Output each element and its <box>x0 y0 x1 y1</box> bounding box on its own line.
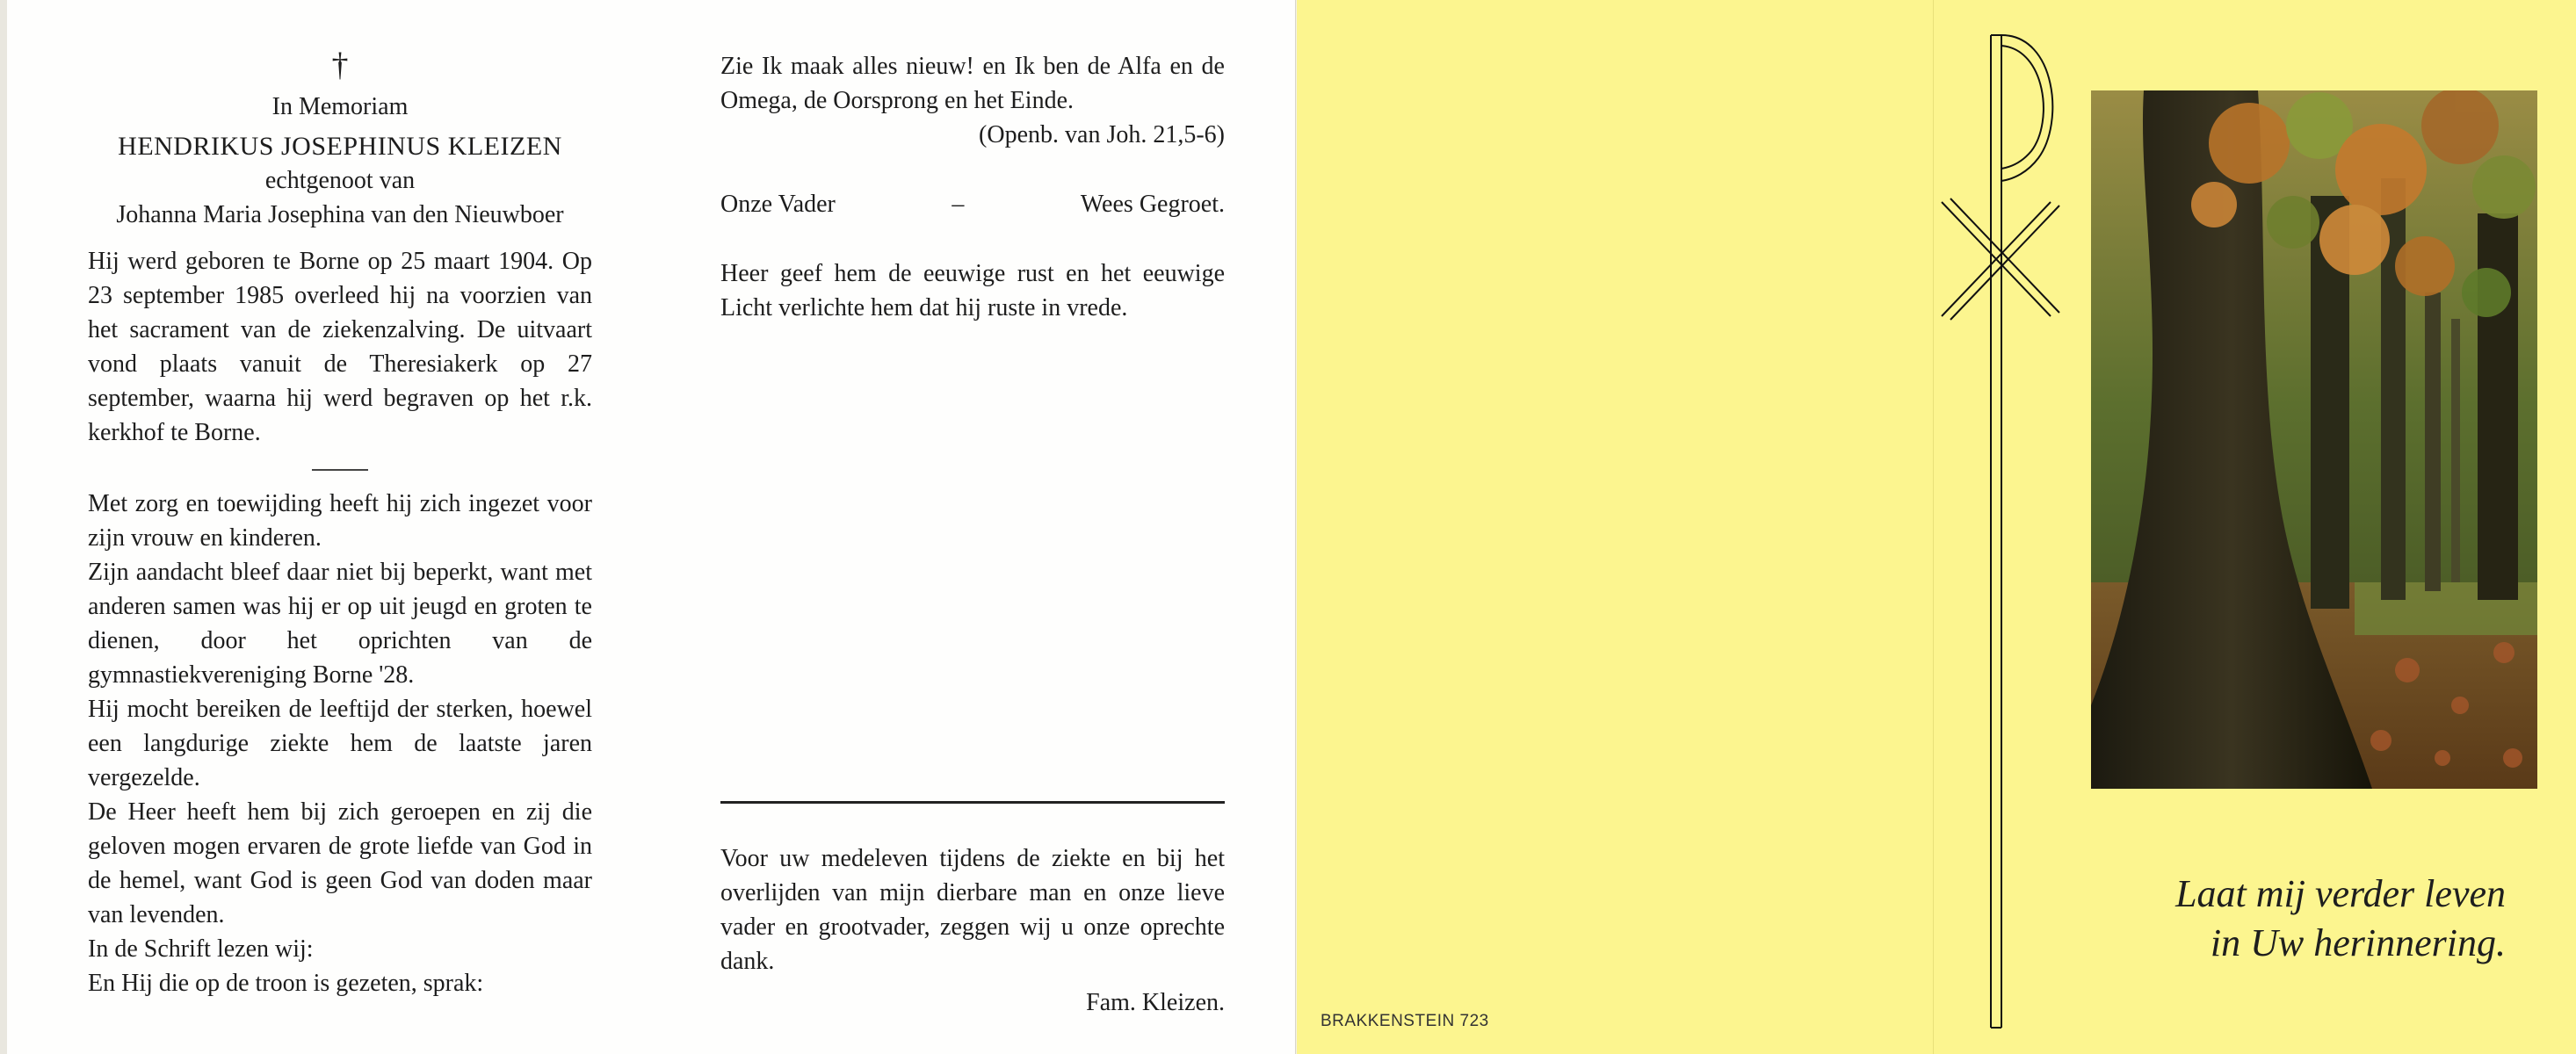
prayer-hail-mary: Wees Gegroet. <box>1080 191 1225 218</box>
prayer-separator: – <box>952 191 965 218</box>
forest-tree-photo <box>2091 90 2537 789</box>
long-divider <box>720 801 1225 804</box>
paragraph-gymnastics: Zijn aandacht bleef daar niet bij beperkt, want met anderen samen was hij er op uit jeugd en groten te dienen, door het oprichten van de gymnastiekvereniging Borne '28. <box>88 559 592 689</box>
paragraph-faith: De Heer heeft hem bij zich geroepen en zij die geloven mogen ervaren de grote liefde van God in de hemel, want God is geen God van doden maar van levenden. <box>88 798 592 928</box>
scripture-quote: Zie Ik maak alles nieuw! en Ik ben de Alfa en de Omega, de Oorsprong en het Einde. <box>720 53 1225 114</box>
deceased-name: HENDRIKUS JOSEPHINUS KLEIZEN <box>118 132 562 161</box>
eternal-rest-prayer: Heer geef hem de eeuwige rust en het eeuwige Licht verlichte hem dat hij ruste in vrede. <box>720 260 1225 321</box>
printer-mark: BRAKKENSTEIN 723 <box>1321 1012 1489 1030</box>
short-divider <box>312 469 368 471</box>
cross-icon: † <box>331 47 349 83</box>
verse-line-2: in Uw herinnering. <box>2210 921 2506 964</box>
in-memoriam-heading: In Memoriam <box>271 93 409 120</box>
cover-verse <box>2056 870 2506 968</box>
verse-line-1: Laat mij verder leven <box>2175 872 2506 915</box>
spouse-name: Johanna Maria Josephina van den Nieuwboer <box>116 201 564 228</box>
memorial-text-right <box>720 49 1225 325</box>
back-cover <box>1297 0 1933 1054</box>
paragraph-throne: En Hij die op de troon is gezeten, sprak: <box>88 970 484 997</box>
biography: Hij werd geboren te Borne op 25 maart 1904. Op 23 september 1985 overleed hij na voorzien van het sacrament van de ziekenzalving. De uitvaart vond plaats vanuit de Theresiakerk op 27 september, waarna hij werd begraven op het r.k. kerkhof te Borne. <box>88 248 592 446</box>
family-signature: Fam. Kleizen. <box>1086 989 1225 1016</box>
prayer-our-father: Onze Vader <box>720 191 836 218</box>
scripture-reference: (Openb. van Joh. 21,5-6) <box>979 121 1225 148</box>
paragraph-scripture: In de Schrift lezen wij: <box>88 935 314 963</box>
paragraph-care: Met zorg en toewijding heeft hij zich ingezet voor zijn vrouw en kinderen. <box>88 490 592 552</box>
memorial-text-left <box>88 46 592 1000</box>
relation-label: echtgenoot van <box>264 167 416 194</box>
prayer-line <box>720 187 1225 221</box>
thanks-block <box>720 841 1225 1020</box>
paragraph-illness: Hij mocht bereiken de leeftijd der sterken, hoewel een langdurige ziekte hem de laatste jaren vergezelde. <box>88 696 592 791</box>
thanks-message: Voor uw medeleven tijdens de ziekte en bij het overlijden van mijn dierbare man en onze lieve vader en grootvader, zeggen wij u onze oprechte dank. <box>720 845 1225 975</box>
chi-rho-icon <box>1933 26 2073 1045</box>
